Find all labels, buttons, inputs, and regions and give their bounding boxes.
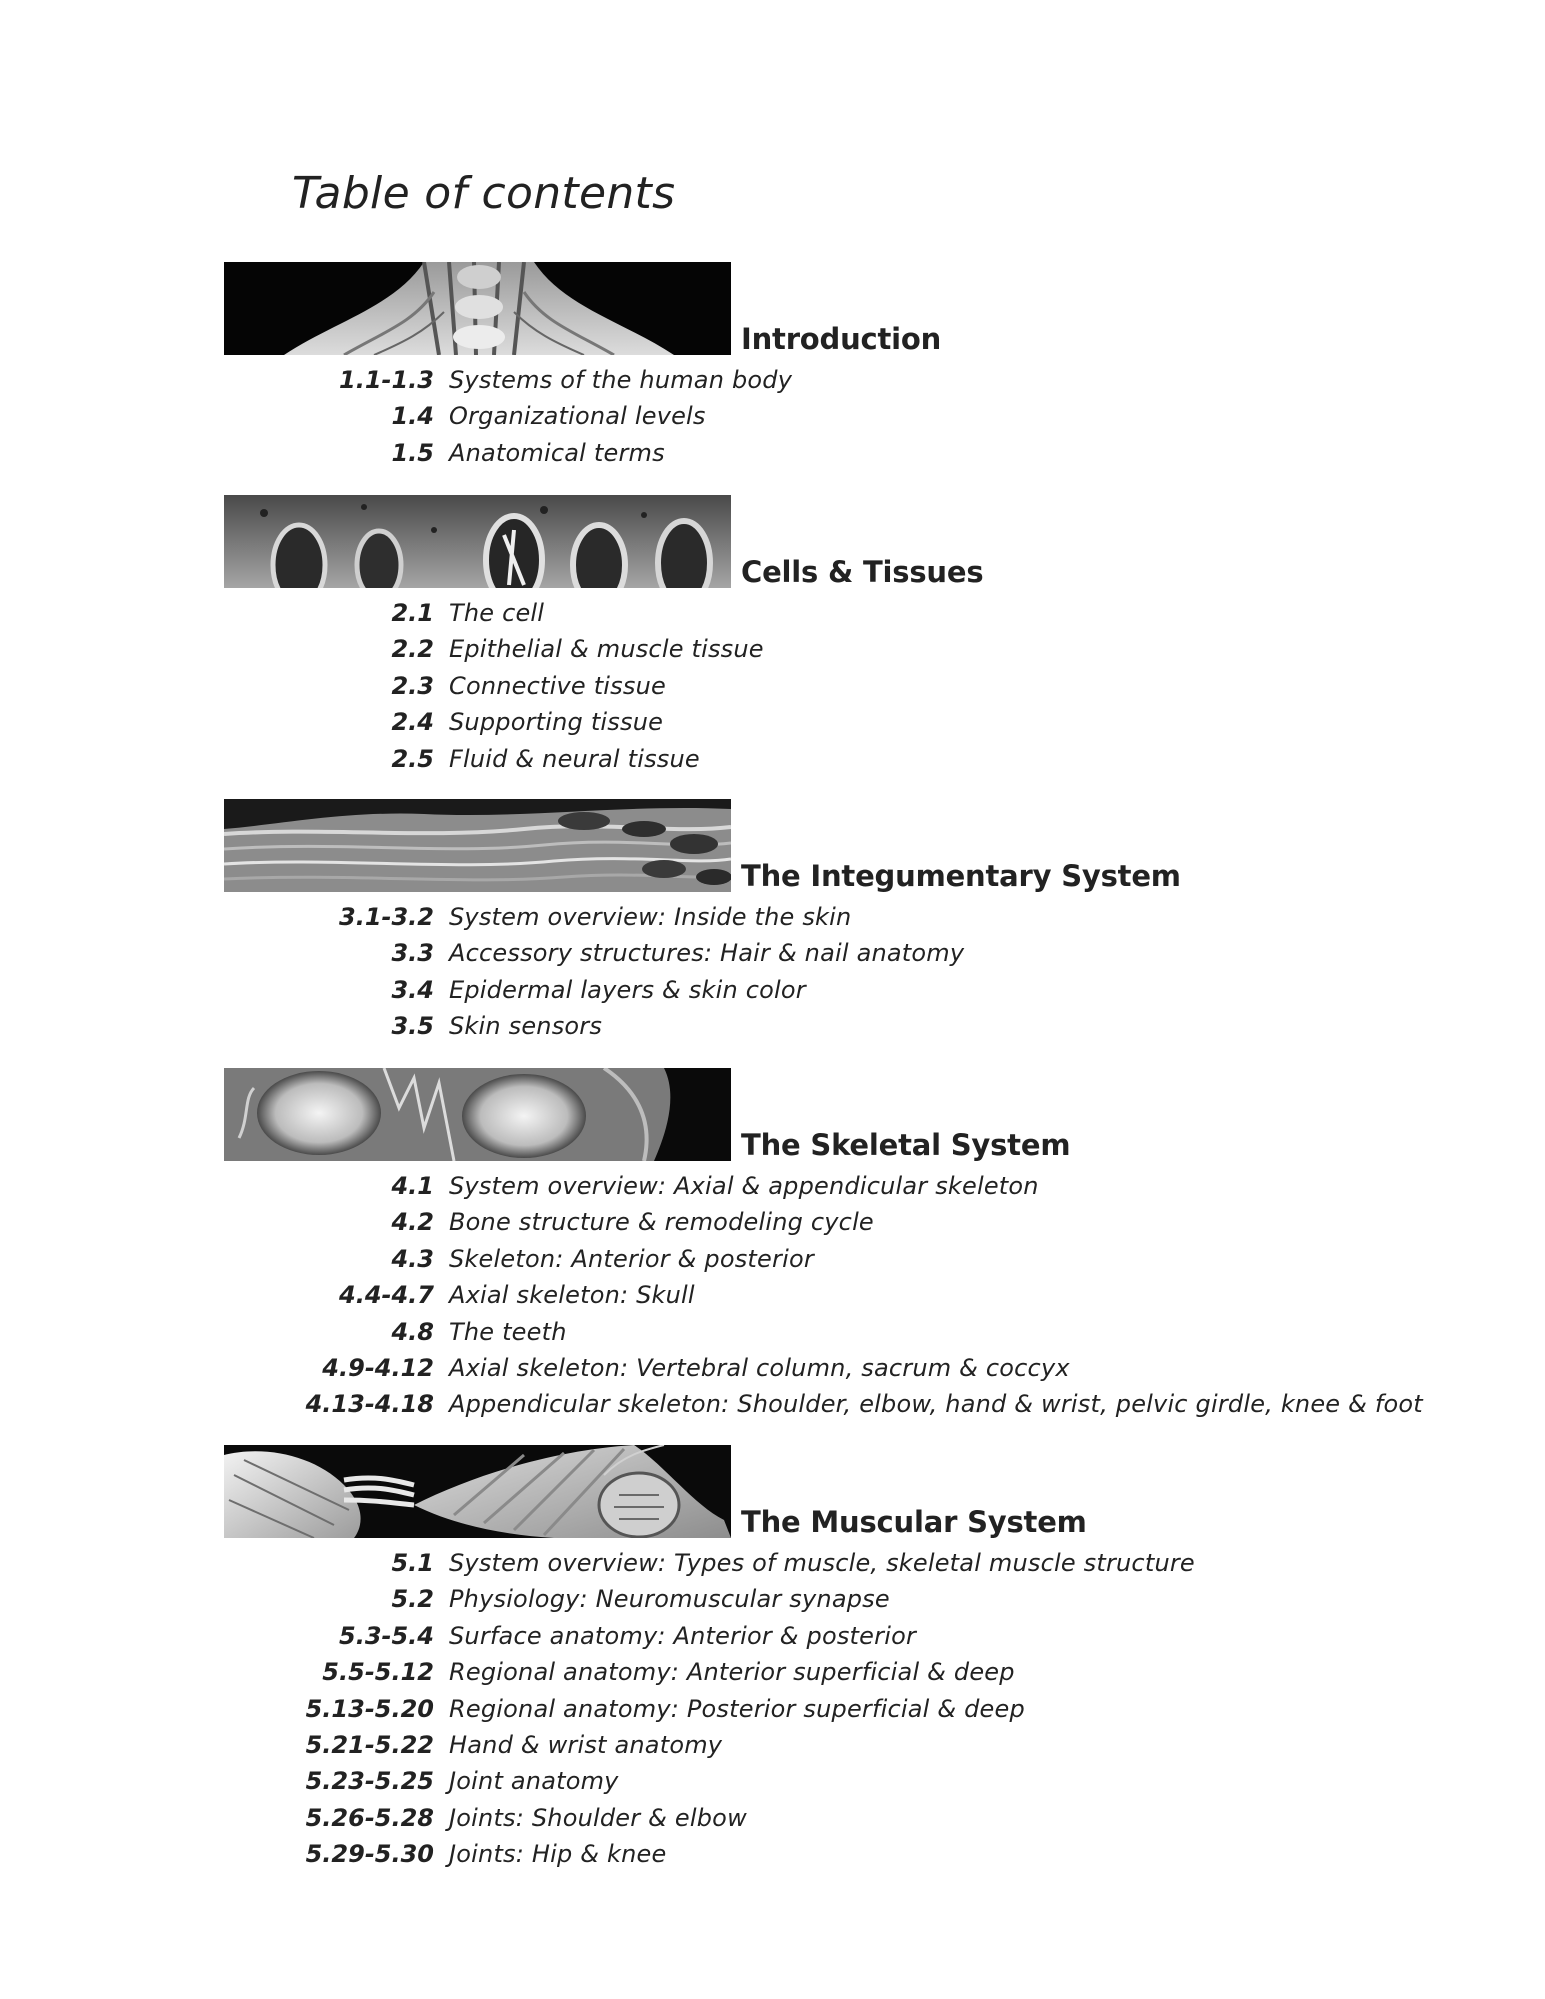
- toc-entry[interactable]: [0, 668, 1545, 704]
- muscle-fiber-illustration: [224, 1445, 731, 1538]
- entry-number: 2.2: [391, 635, 434, 664]
- toc-entry[interactable]: [0, 1836, 1545, 1872]
- entry-title: Regional anatomy: Posterior superficial & deep: [449, 1694, 1025, 1723]
- entry-title: Epidermal layers & skin color: [449, 975, 806, 1004]
- entry-title: Appendicular skeleton: Shoulder, elbow, hand & wrist, pelvic girdle, knee & foot: [449, 1390, 1423, 1419]
- section-title: The Skeletal System: [741, 1128, 1071, 1162]
- entry-number: 5.5-5.12: [322, 1658, 434, 1687]
- entry-title: The cell: [449, 599, 545, 627]
- toc-entry[interactable]: [0, 1168, 1545, 1204]
- section-entries: [0, 1168, 1545, 1423]
- entry-title: Joints: Hip & knee: [449, 1840, 667, 1869]
- entry-number: 1.1-1.3: [339, 366, 434, 394]
- entry-title: System overview: Inside the skin: [449, 903, 852, 931]
- toc-entry[interactable]: [0, 1800, 1545, 1836]
- section-entries: [0, 1545, 1545, 1873]
- entry-title: Accessory structures: Hair & nail anatomy: [449, 939, 965, 968]
- entry-number: 5.3-5.4: [339, 1621, 434, 1650]
- section-entries: [0, 595, 1545, 777]
- toc-entry[interactable]: [0, 935, 1545, 971]
- cell-tissue-illustration: [224, 495, 731, 588]
- toc-entry[interactable]: [0, 631, 1545, 667]
- entry-title: Physiology: Neuromuscular synapse: [449, 1585, 890, 1614]
- toc-entry[interactable]: [0, 972, 1545, 1008]
- toc-entry[interactable]: [0, 704, 1545, 740]
- entry-number: 2.1: [391, 599, 434, 627]
- entry-number: 4.1: [391, 1172, 434, 1200]
- entry-number: 4.9-4.12: [322, 1353, 434, 1382]
- entry-title: Anatomical terms: [449, 438, 665, 467]
- entry-number: 3.5: [391, 1012, 434, 1041]
- toc-entry[interactable]: [0, 1545, 1545, 1581]
- toc-entry[interactable]: [0, 362, 1545, 398]
- section-title: The Muscular System: [741, 1505, 1087, 1539]
- entry-number: 3.3: [391, 939, 434, 968]
- entry-title: Epithelial & muscle tissue: [449, 635, 764, 664]
- entry-title: System overview: Types of muscle, skeletal muscle structure: [449, 1549, 1195, 1577]
- entry-number: 2.3: [391, 671, 434, 700]
- entry-number: 4.4-4.7: [339, 1281, 434, 1310]
- entry-number: 2.5: [391, 744, 434, 773]
- entry-number: 1.5: [391, 438, 434, 467]
- entry-title: Regional anatomy: Anterior superficial & deep: [449, 1658, 1015, 1687]
- entry-title: Joints: Shoulder & elbow: [449, 1803, 747, 1832]
- section-entries: [0, 899, 1545, 1045]
- skin-layers-illustration: [224, 799, 731, 892]
- entry-title: Systems of the human body: [449, 366, 793, 394]
- entry-number: 5.26-5.28: [305, 1803, 434, 1832]
- section-title: The Integumentary System: [741, 859, 1181, 893]
- entry-number: 4.13-4.18: [305, 1390, 434, 1419]
- section-title: Introduction: [741, 322, 942, 356]
- entry-number: 4.3: [391, 1244, 434, 1273]
- entry-number: 5.29-5.30: [305, 1840, 434, 1869]
- entry-title: Fluid & neural tissue: [449, 744, 700, 773]
- toc-entry[interactable]: [0, 1386, 1545, 1422]
- section-banner-image: [224, 799, 731, 892]
- entry-title: System overview: Axial & appendicular skeleton: [449, 1172, 1039, 1200]
- toc-entry[interactable]: [0, 1350, 1545, 1386]
- entry-number: 5.23-5.25: [305, 1767, 434, 1796]
- toc-entry[interactable]: [0, 1727, 1545, 1763]
- entry-title: Skin sensors: [449, 1012, 603, 1041]
- entry-number: 1.4: [391, 402, 434, 431]
- entry-title: Axial skeleton: Skull: [449, 1281, 695, 1310]
- toc-entry[interactable]: [0, 435, 1545, 471]
- entry-number: 4.2: [391, 1208, 434, 1237]
- toc-entry[interactable]: [0, 1277, 1545, 1313]
- entry-title: The teeth: [449, 1317, 567, 1346]
- entry-title: Connective tissue: [449, 671, 666, 700]
- section-title: Cells & Tissues: [741, 555, 984, 589]
- entry-number: 5.1: [391, 1549, 434, 1577]
- toc-entry[interactable]: [0, 1241, 1545, 1277]
- section-banner-image: [224, 495, 731, 588]
- skull-illustration: [224, 1068, 731, 1161]
- entry-number: 3.4: [391, 975, 434, 1004]
- section-banner-image: [224, 1445, 731, 1538]
- section-banner-image: [224, 1068, 731, 1161]
- entry-number: 4.8: [391, 1317, 434, 1346]
- toc-entry[interactable]: [0, 398, 1545, 434]
- toc-entry[interactable]: [0, 1204, 1545, 1240]
- page-title: Table of contents: [292, 168, 676, 219]
- toc-entry[interactable]: [0, 1763, 1545, 1799]
- section-banner-image: [224, 262, 731, 355]
- entry-title: Bone structure & remodeling cycle: [449, 1208, 874, 1237]
- entry-number: 5.13-5.20: [305, 1694, 434, 1723]
- toc-entry[interactable]: [0, 1654, 1545, 1690]
- toc-entry[interactable]: [0, 1008, 1545, 1044]
- entry-number: 5.21-5.22: [305, 1730, 434, 1759]
- neck-anatomy-illustration: [224, 262, 731, 355]
- toc-entry[interactable]: [0, 1314, 1545, 1350]
- toc-entry[interactable]: [0, 899, 1545, 935]
- toc-entry[interactable]: [0, 1581, 1545, 1617]
- entry-title: Hand & wrist anatomy: [449, 1730, 723, 1759]
- entry-number: 3.1-3.2: [339, 903, 434, 931]
- entry-title: Joint anatomy: [449, 1767, 619, 1796]
- toc-entry[interactable]: [0, 595, 1545, 631]
- entry-number: 5.2: [391, 1585, 434, 1614]
- entry-title: Axial skeleton: Vertebral column, sacrum & coccyx: [449, 1353, 1070, 1382]
- entry-title: Skeleton: Anterior & posterior: [449, 1244, 814, 1273]
- toc-entry[interactable]: [0, 1618, 1545, 1654]
- section-entries: [0, 362, 1545, 471]
- toc-entry[interactable]: [0, 1691, 1545, 1727]
- entry-title: Surface anatomy: Anterior & posterior: [449, 1621, 917, 1650]
- entry-number: 2.4: [391, 708, 434, 737]
- toc-entry[interactable]: [0, 741, 1545, 777]
- entry-title: Organizational levels: [449, 402, 706, 431]
- entry-title: Supporting tissue: [449, 708, 664, 737]
